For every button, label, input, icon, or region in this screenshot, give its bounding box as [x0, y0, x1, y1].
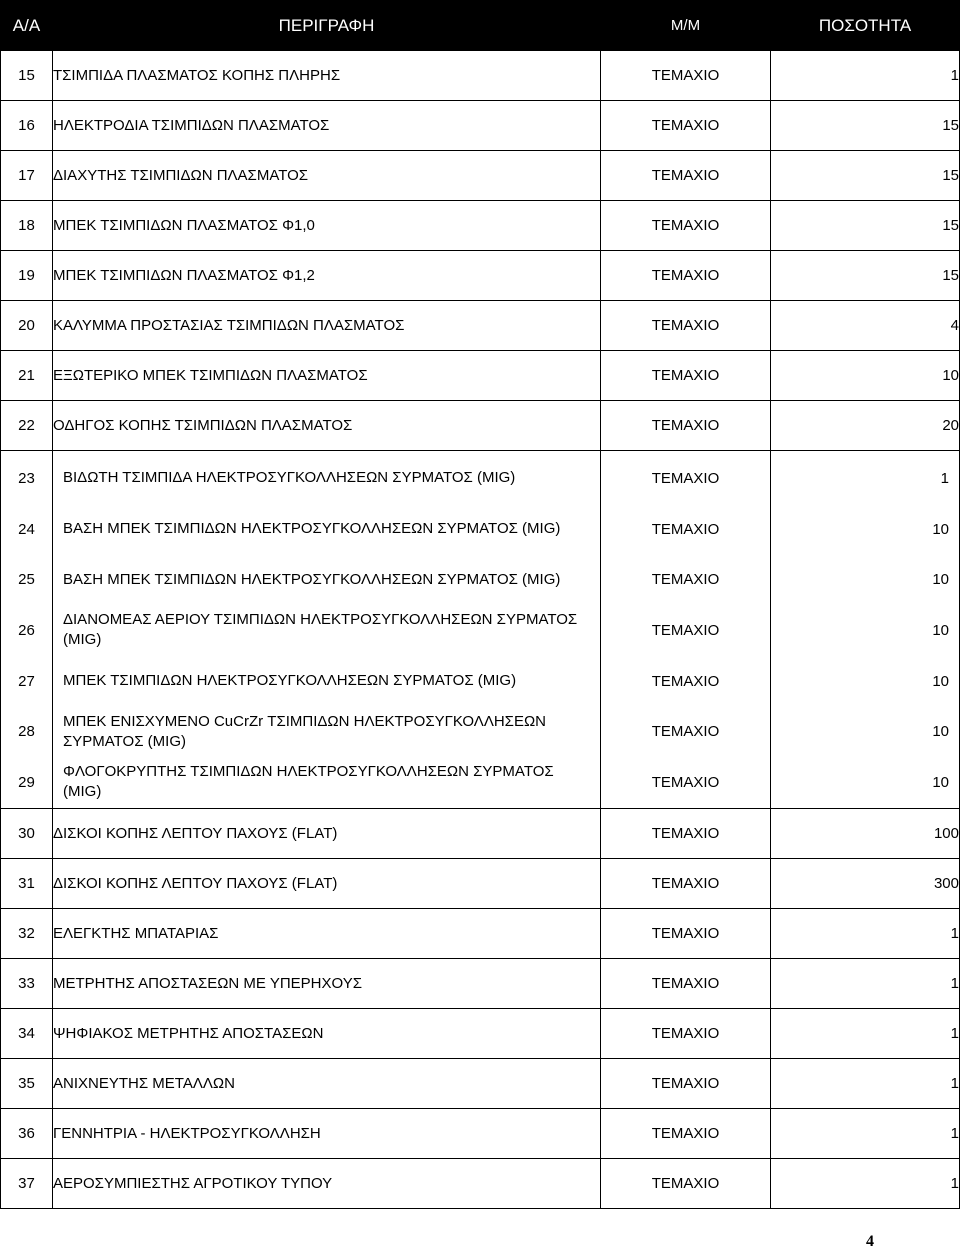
page-number: 4	[866, 1233, 874, 1250]
table-row	[1, 151, 960, 201]
group-number-list	[1, 451, 52, 808]
group-unit: ΤΕΜΑΧΙΟ	[651, 773, 720, 791]
group-number: 26	[18, 621, 35, 639]
row-number: 19	[1, 251, 53, 301]
table-row	[1, 201, 960, 251]
row-unit: ΤΕΜΑΧΙΟ	[601, 959, 771, 1009]
row-unit: ΤΕΜΑΧΙΟ	[601, 1009, 771, 1059]
row-description: ΜΠΕΚ ΤΣΙΜΠΙΔΩΝ ΠΛΑΣΜΑΤΟΣ Φ1,0	[53, 201, 601, 251]
table-row	[1, 1109, 960, 1159]
row-unit: ΤΕΜΑΧΙΟ	[601, 809, 771, 859]
table-row	[1, 1059, 960, 1109]
group-unit: ΤΕΜΑΧΙΟ	[651, 723, 720, 741]
row-description: ΜΕΤΡΗΤΗΣ ΑΠΟΣΤΑΣΕΩΝ ΜΕ ΥΠΕΡΗΧΟΥΣ	[53, 959, 601, 1009]
row-description: ΤΣΙΜΠΙΔΑ ΠΛΑΣΜΑΤΟΣ ΚΟΠΗΣ ΠΛΗΡΗΣ	[53, 51, 601, 101]
row-description: ΕΞΩΤΕΡΙΚΟ ΜΠΕΚ ΤΣΙΜΠΙΔΩΝ ΠΛΑΣΜΑΤΟΣ	[53, 351, 601, 401]
row-quantity: 1	[771, 1059, 960, 1109]
table-header-row	[1, 1, 960, 51]
group-quantity-list	[771, 451, 959, 808]
group-number: 28	[18, 723, 35, 741]
row-quantity: 20	[771, 401, 960, 451]
row-quantity: 300	[771, 859, 960, 909]
row-unit: ΤΕΜΑΧΙΟ	[601, 1159, 771, 1209]
row-quantity: 4	[771, 301, 960, 351]
row-unit: ΤΕΜΑΧΙΟ	[601, 301, 771, 351]
group-unit: ΤΕΜΑΧΙΟ	[651, 571, 720, 589]
group-description: ΜΠΕΚ ΕΝΙΣΧΥΜΕΝΟ CuCrZr ΤΣΙΜΠΙΔΩΝ ΗΛΕΚΤΡΟΣΥΓΚΟΛΛΗΣΕΩΝ ΣΥΡΜΑΤΟΣ (MIG)	[63, 712, 546, 750]
row-number: 36	[1, 1109, 53, 1159]
row-unit: ΤΕΜΑΧΙΟ	[601, 201, 771, 251]
row-unit: ΤΕΜΑΧΙΟ	[601, 401, 771, 451]
row-number: 17	[1, 151, 53, 201]
group-unit: ΤΕΜΑΧΙΟ	[651, 520, 720, 538]
row-number: 22	[1, 401, 53, 451]
table-row	[1, 909, 960, 959]
row-quantity: 1	[771, 1109, 960, 1159]
table-row	[1, 809, 960, 859]
row-unit: ΤΕΜΑΧΙΟ	[601, 1109, 771, 1159]
table-row	[1, 101, 960, 151]
row-number: 15	[1, 51, 53, 101]
row-description: ΨΗΦΙΑΚΟΣ ΜΕΤΡΗΤΗΣ ΑΠΟΣΤΑΣΕΩΝ	[53, 1009, 601, 1059]
row-description: ΑΕΡΟΣΥΜΠΙΕΣΤΗΣ ΑΓΡΟΤΙΚΟΥ ΤΥΠΟΥ	[53, 1159, 601, 1209]
row-number: 37	[1, 1159, 53, 1209]
row-unit: ΤΕΜΑΧΙΟ	[601, 351, 771, 401]
group-number: 27	[18, 672, 35, 690]
group-number: 24	[18, 520, 35, 538]
group-quantity: 10	[932, 672, 949, 690]
group-number: 23	[18, 469, 35, 487]
row-unit: ΤΕΜΑΧΙΟ	[601, 101, 771, 151]
row-description: ΓΕΝΝΗΤΡΙΑ - ΗΛΕΚΤΡΟΣΥΓΚΟΛΛΗΣΗ	[53, 1109, 601, 1159]
row-quantity: 100	[771, 809, 960, 859]
row-description: ΟΔΗΓΟΣ ΚΟΠΗΣ ΤΣΙΜΠΙΔΩΝ ΠΛΑΣΜΑΤΟΣ	[53, 401, 601, 451]
row-number: 35	[1, 1059, 53, 1109]
header-quantity: ΠΟΣΟΤΗΤΑ	[771, 1, 960, 51]
header-aa: Α/Α	[1, 1, 53, 51]
group-quantity-cell	[771, 451, 960, 809]
row-unit: ΤΕΜΑΧΙΟ	[601, 51, 771, 101]
row-unit: ΤΕΜΑΧΙΟ	[601, 859, 771, 909]
group-number-cell	[1, 451, 53, 809]
group-unit: ΤΕΜΑΧΙΟ	[651, 469, 720, 487]
row-description: ΜΠΕΚ ΤΣΙΜΠΙΔΩΝ ΠΛΑΣΜΑΤΟΣ Φ1,2	[53, 251, 601, 301]
row-description: ΔΙΑΧΥΤΗΣ ΤΣΙΜΠΙΔΩΝ ΠΛΑΣΜΑΤΟΣ	[53, 151, 601, 201]
row-number: 21	[1, 351, 53, 401]
row-description: ΕΛΕΓΚΤΗΣ ΜΠΑΤΑΡΙΑΣ	[53, 909, 601, 959]
group-description: ΒΑΣΗ ΜΠΕΚ ΤΣΙΜΠΙΔΩΝ ΗΛΕΚΤΡΟΣΥΓΚΟΛΛΗΣΕΩΝ ΣΥΡΜΑΤΟΣ (MIG)	[63, 520, 561, 538]
group-unit: ΤΕΜΑΧΙΟ	[651, 672, 720, 690]
row-quantity: 15	[771, 101, 960, 151]
row-quantity: 10	[771, 351, 960, 401]
group-quantity: 10	[932, 571, 949, 589]
row-unit: ΤΕΜΑΧΙΟ	[601, 909, 771, 959]
group-description: ΒΑΣΗ ΜΠΕΚ ΤΣΙΜΠΙΔΩΝ ΗΛΕΚΤΡΟΣΥΓΚΟΛΛΗΣΕΩΝ ΣΥΡΜΑΤΟΣ (MIG)	[63, 570, 561, 588]
row-description: ΔΙΣΚΟΙ ΚΟΠΗΣ ΛΕΠΤΟΥ ΠΑΧΟΥΣ (FLAT)	[53, 809, 601, 859]
group-description: ΦΛΟΓΟΚΡΥΠΤΗΣ ΤΣΙΜΠΙΔΩΝ ΗΛΕΚΤΡΟΣΥΓΚΟΛΛΗΣΕΩΝ ΣΥΡΜΑΤΟΣ (MIG)	[63, 763, 554, 801]
row-description: ΚΑΛΥΜΜΑ ΠΡΟΣΤΑΣΙΑΣ ΤΣΙΜΠΙΔΩΝ ΠΛΑΣΜΑΤΟΣ	[53, 301, 601, 351]
row-number: 30	[1, 809, 53, 859]
header-unit: Μ/Μ	[601, 1, 771, 51]
group-description: ΔΙΑΝΟΜΕΑΣ ΑΕΡΙΟΥ ΤΣΙΜΠΙΔΩΝ ΗΛΕΚΤΡΟΣΥΓΚΟΛΛΗΣΕΩΝ ΣΥΡΜΑΤΟΣ (MIG)	[63, 611, 578, 649]
table-row	[1, 859, 960, 909]
row-quantity: 1	[771, 909, 960, 959]
row-quantity: 15	[771, 251, 960, 301]
group-quantity: 10	[932, 621, 949, 639]
group-description: ΜΠΕΚ ΤΣΙΜΠΙΔΩΝ ΗΛΕΚΤΡΟΣΥΓΚΟΛΛΗΣΕΩΝ ΣΥΡΜΑΤΟΣ (MIG)	[63, 672, 517, 690]
group-quantity: 10	[932, 773, 949, 791]
table-row	[1, 351, 960, 401]
group-description: ΒΙΔΩΤΗ ΤΣΙΜΠΙΔΑ ΗΛΕΚΤΡΟΣΥΓΚΟΛΛΗΣΕΩΝ ΣΥΡΜΑΤΟΣ (MIG)	[63, 469, 516, 487]
row-quantity: 15	[771, 151, 960, 201]
table-row	[1, 401, 960, 451]
row-number: 16	[1, 101, 53, 151]
group-quantity: 10	[932, 723, 949, 741]
row-quantity: 1	[771, 1009, 960, 1059]
row-quantity: 1	[771, 959, 960, 1009]
group-quantity: 1	[940, 469, 949, 487]
group-description-cell	[53, 451, 601, 809]
group-quantity: 10	[932, 520, 949, 538]
table-row	[1, 51, 960, 101]
row-number: 32	[1, 909, 53, 959]
table-row	[1, 1009, 960, 1059]
table-row	[1, 959, 960, 1009]
row-unit: ΤΕΜΑΧΙΟ	[601, 1059, 771, 1109]
row-number: 33	[1, 959, 53, 1009]
row-unit: ΤΕΜΑΧΙΟ	[601, 151, 771, 201]
table-row	[1, 301, 960, 351]
group-description-list	[53, 451, 600, 808]
row-description: ΔΙΣΚΟΙ ΚΟΠΗΣ ΛΕΠΤΟΥ ΠΑΧΟΥΣ (FLAT)	[53, 859, 601, 909]
group-unit: ΤΕΜΑΧΙΟ	[651, 621, 720, 639]
row-number: 18	[1, 201, 53, 251]
group-unit-cell	[601, 451, 771, 809]
row-quantity: 1	[771, 1159, 960, 1209]
row-description: ΗΛΕΚΤΡΟΔΙΑ ΤΣΙΜΠΙΔΩΝ ΠΛΑΣΜΑΤΟΣ	[53, 101, 601, 151]
table-row	[1, 1159, 960, 1209]
row-quantity: 1	[771, 51, 960, 101]
group-number: 25	[18, 571, 35, 589]
header-description: ΠΕΡΙΓΡΑΦΗ	[53, 1, 601, 51]
row-number: 31	[1, 859, 53, 909]
row-quantity: 15	[771, 201, 960, 251]
table-row	[1, 251, 960, 301]
table-row-group	[1, 451, 960, 809]
row-number: 20	[1, 301, 53, 351]
row-description: ΑΝΙΧΝΕΥΤΗΣ ΜΕΤΑΛΛΩΝ	[53, 1059, 601, 1109]
row-unit: ΤΕΜΑΧΙΟ	[601, 251, 771, 301]
row-number: 34	[1, 1009, 53, 1059]
group-number: 29	[18, 773, 35, 791]
group-unit-list	[601, 451, 770, 808]
